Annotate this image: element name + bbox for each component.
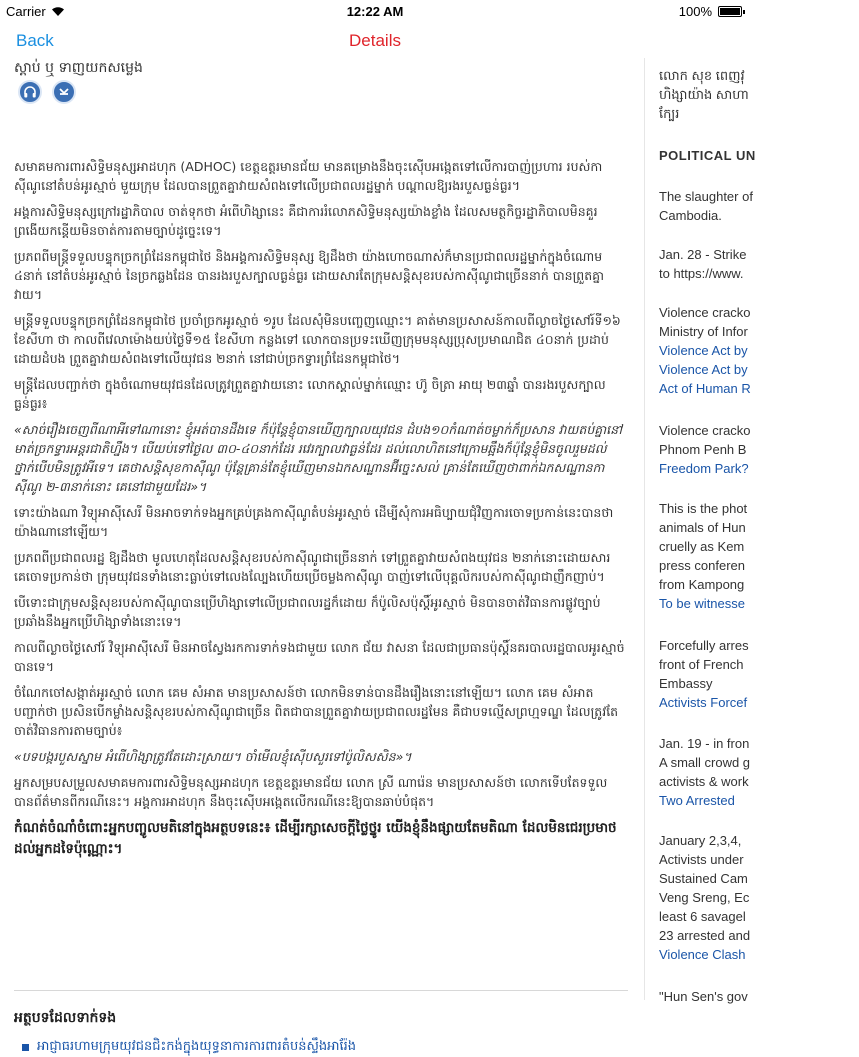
sidebar-text: លោក សុខ ពេញវុ — [659, 68, 745, 83]
sidebar-item[interactable] — [659, 245, 746, 283]
sidebar-text: Ministry of Infor — [659, 324, 748, 339]
sidebar-link[interactable]: Act of Human R — [659, 381, 751, 396]
sidebar-item[interactable] — [659, 987, 748, 1006]
article-paragraph: អង្គការសិទ្ធិមនុស្សក្រៅរដ្ឋាភិបាល ចាត់ទុកថា អំពើហិង្សានេះ គឺជាការរំលោភសិទ្ធិមនុស្សយ៉ាងខ្លាំង ដែលសមត្ថកិច្ចរដ្ឋាភិបាលមិនគួរព្រងើយកន្តើយមិនចាត់ការតាមច្បាប់ដូច្នេះទេ។ — [14, 204, 598, 238]
article-paragraph: ប្រភពពីប្រជាពលរដ្ឋ ឱ្យដឹងថា មូលហេតុដែលសន្តិសុខរបស់កាស៊ីណូជាច្រើននាក់ ទៅព្រួតគ្នាវាយសំពងយុវជន ២នាក់នោះដោយសារគេចោទប្រកាន់ថា ក្រុមយុវជនទាំងនោះធ្លាប់ទៅលេងល្បែងហើយប្រើចម្លងកាស៊ីណូ បាញ់ទៅលើបុគ្គលិករបស់កាស៊ីណូជាញឹកញាប់។ — [14, 550, 611, 584]
sidebar-item[interactable] — [659, 636, 749, 712]
sidebar-link[interactable]: Violence Act by — [659, 343, 748, 358]
sidebar-item[interactable] — [659, 499, 747, 613]
battery-percent: 100% — [678, 4, 712, 19]
sidebar-text: A small crowd g — [659, 755, 751, 770]
article-paragraph: អ្នកសម្របសម្រួលសមាគមការពារសិទ្ធិមនុស្សអាដហុក ខេត្តឧត្តរមានជ័យ លោក ស្រី ណារ៉េន មានប្រសាសន៍ថា លោកទើបតែទទួលបានព័ត៌មានពីករណីនេះ។ អង្គការអាដហុក នឹងចុះស៊ើបអង្កេតលើករណីនេះឱ្យបានឆាប់បំផុត។ — [14, 775, 608, 809]
page-title: Details — [349, 31, 401, 50]
sidebar — [644, 58, 756, 1004]
clock: 12:22 AM — [346, 4, 404, 19]
sidebar-text: front of French — [659, 657, 744, 672]
article-paragraph: មន្ត្រីទទួលបន្ទុកច្រកព្រំដែនកម្ពុជាថៃ ប្រចាំច្រកអូរស្មាច់ ១រូប ដែលសុំមិនបញ្ចេញឈ្មោះ។ គាត់មានប្រសាសន៍កាលពីល្ងាចថ្ងៃសៅរ៍ទី១៦ ខែសីហា ថា កាលពីវេលាម៉ោងយប់ថ្ងៃទី១៥ ខែសីហា កន្លងទៅ លោកបានប្រទះឃើញក្រុមមនុស្សប្រុសប្រមាណជិត ៤០នាក់ ប្រដាប់ដោយដំបង ព្រួតគ្នាវាយសំពងទៅលើយុវជន ២នាក់ នៅជាប់ច្រកទ្វារព្រំដែនកម្ពុជាថៃ។ — [14, 313, 621, 366]
article-quote: «សាច់រឿងចេញពីណាអីទៅណានោះ ខ្ញុំអត់បានដឹងទេ ក៏ប៉ុន្តែខ្ញុំបានឃើញក្បាលយុវជន ដំបង១០កំណាត់ចម្លាក់ក៏ប្រសាន វាយតប់គ្នានៅមាត់ច្រកទ្វារអន្តរជាតិហ្នឹង។ បើយប់ទៅថ្ងៃល ៣០-៤០នាក់ដែរ រវេរក្បាលវាធ្ងន់ដែរ ដល់លោហិតនៅក្រោមឆ្អឹងក៏ប៉ុន្តែខ្ញុំមិនចូលរួមដល់ថ្នាក់បើបមិនត្រូវអីទេ។ គេថាសន្តិសុខកាស៊ីណូ ប៉ុន្តែគ្រាន់តែខ្ញុំឃើញមានឯកសណ្ឋានអ៊ីច្នេះសល់ គ្រាន់តែឃើញថាពាក់ឯកសណ្ឋានកាស៊ីណូ ២-៣នាក់នោះ គេនៅជាមួយដែរ»។ — [14, 422, 623, 494]
article-paragraph: ទោះយ៉ាងណា វិទ្យុអាស៊ីសេរី មិនអាចទាក់ទងអ្នកគ្រប់គ្រងកាស៊ីណូតំបន់អូរស្មាច់ ដើម្បីសុំការអធិប្បាយជុំវិញការចោទប្រកាន់នេះបានថាយ៉ាងណានៅឡើយ។ — [14, 505, 614, 539]
sidebar-item[interactable] — [659, 831, 750, 964]
sidebar-text: Cambodia. — [659, 208, 722, 223]
sidebar-text: ក្បែរ — [659, 106, 680, 121]
sidebar-text: Jan. 28 - Strike — [659, 247, 747, 262]
sidebar-text: animals of Hun — [659, 520, 746, 535]
sidebar-link[interactable]: Freedom Park? — [659, 461, 749, 476]
sidebar-text: 23 arrested and — [659, 928, 751, 943]
sidebar-item[interactable] — [659, 303, 751, 398]
sidebar-text: Veng Sreng, Ec — [659, 890, 750, 905]
sidebar-intro — [659, 66, 749, 123]
article-paragraph: កាលពីល្ងាចថ្ងៃសៅរ៍ វិទ្យុអាស៊ីសេរី មិនអាចស្វែងរកការទាក់ទងជាមួយ លោក ជ័យ វាសនា ដែលជាប្រធានប៉ុស្តិ៍នគរបាលរដ្ឋបាលអូរស្មាច់ បានទេ។ — [14, 640, 625, 674]
sidebar-link[interactable]: To be witnesse — [659, 596, 745, 611]
sidebar-link[interactable]: Violence Act by — [659, 362, 748, 377]
download-icon[interactable] — [52, 80, 76, 104]
carrier-label: Carrier — [6, 4, 46, 19]
back-button[interactable]: Back — [16, 31, 54, 50]
sidebar-text: Embassy — [659, 676, 713, 691]
comment-notice: កំណត់ចំណាំចំពោះអ្នកបញ្ចូលមតិនៅក្នុងអត្ថបទនេះ៖ ដើម្បីរក្សាសេចក្ដីថ្លៃថ្នូរ យើងខ្ញុំនឹងផ្សាយតែមតិណា ដែលមិនជេរប្រមាថដល់អ្នកដទៃប៉ុណ្ណោះ។ — [14, 820, 617, 857]
status-bar — [0, 0, 750, 22]
sidebar-text: ហិង្សាយ៉ាង សាហា — [659, 87, 749, 102]
article-quote: «បទបង្ករបួសស្នាម អំពើហិង្សាត្រូវតែដោះស្រាយ។ ចាំមើលខ្ញុំស៊ើបសួរទៅប៉ូលិសសិន»។ — [14, 749, 412, 764]
sidebar-link[interactable]: Activists Forcef — [659, 695, 748, 710]
sidebar-link[interactable]: Two Arrested — [659, 793, 735, 808]
sidebar-text: Violence cracko — [659, 423, 751, 438]
sidebar-text: press conferen — [659, 558, 745, 573]
article-panel — [0, 58, 640, 1054]
sidebar-heading: POLITICAL UN — [659, 148, 756, 163]
article-paragraph: ប្រភពពីមន្ត្រីទទួលបន្ទុកច្រកព្រំដែនកម្ពុជាថៃ និងអង្គការសិទ្ធិមនុស្ស ឱ្យដឹងថា យ៉ាងហោចណាស់ក៏មានប្រជាពលរដ្ឋម្នាក់ក្នុងចំណោម ៤នាក់ នៅតំបន់អូរស្មាច់ នៃច្រកឆ្លងដែន បានរងរបួសក្បាលធ្ងន់ធ្ងរ ដោយសារតែក្រុមសន្តិសុខរបស់កាស៊ីណូជាច្រើននាក់ បានព្រួតគ្នាវាយ។ — [14, 249, 605, 302]
sidebar-text: Sustained Cam — [659, 871, 748, 886]
sidebar-item[interactable] — [659, 421, 751, 478]
sidebar-item[interactable] — [659, 734, 750, 810]
sidebar-text: January 2,3,4, — [659, 833, 742, 848]
sidebar-text: Jan. 19 - in fron — [659, 736, 750, 751]
sidebar-text: to https://www. — [659, 266, 744, 281]
sidebar-text: from Kampong — [659, 577, 745, 592]
sidebar-text: Violence cracko — [659, 305, 751, 320]
related-article-link[interactable] — [22, 1038, 356, 1057]
sidebar-text: Activists under — [659, 852, 744, 867]
headphones-icon[interactable] — [18, 80, 42, 104]
related-articles-heading: អត្ថបទដែលទាក់ទង — [14, 1010, 117, 1026]
sidebar-text: "Hun Sen's gov — [659, 989, 748, 1004]
article-paragraph: សមាគមការពារសិទ្ធិមនុស្សអាដហុក (ADHOC) ខេត្តឧត្តរមានជ័យ មានគម្រោងនឹងចុះស៊ើបអង្កេតទៅលើការបាញ់ប្រហារ របស់កាស៊ីណូនៅតំបន់អូរស្មាច់ មួយក្រុម ដែលបានព្រួតគ្នាវាយសំពងទៅលើប្រជាពលរដ្ឋម្នាក់ បណ្ដាលឱ្យរងរបួសធ្ងន់ធ្ងរ។ — [14, 159, 603, 193]
bullet-icon — [22, 1044, 29, 1051]
section-divider — [14, 990, 628, 991]
sidebar-text: Forcefully arres — [659, 638, 749, 653]
audio-controls — [18, 80, 76, 104]
article-paragraph: បើទោះជាក្រុមសន្តិសុខរបស់កាស៊ីណូបានប្រើហិង្សាទៅលើប្រជាពលរដ្ឋក៏ដោយ ក៏ប៉ូលិសប៉ុស្តិ៍អូរស្មាច់ មិនបានចាត់វិធានការផ្លូវច្បាប់ ប្រឆាំងនឹងអ្នកប្រើហិង្សាទាំងនោះទេ។ — [14, 595, 601, 629]
sidebar-text: This is the phot — [659, 501, 748, 516]
sidebar-text: cruelly as Kem — [659, 539, 745, 554]
related-article-title: អាជ្ញាធរហាមក្រុមយុវជនជិះកង់ក្នុងយុទ្ធនាការការពារតំបន់ស្ទឹងអារ៉ែង — [37, 1039, 357, 1054]
article-paragraph: ចំណែកចៅសង្កាត់អូរស្មាច់ លោក គេម សំអាត មានប្រសាសន៍ថា លោកមិនទាន់បានដឹងរឿងនោះនៅឡើយ។ លោក គេម សំអាត បញ្ជាក់ថា ប្រសិនបើកម្លាំងសន្តិសុខរបស់កាស៊ីណូជាច្រើន ពិតជាបានព្រួតគ្នាវាយប្រជាពលរដ្ឋមែន គឺជាបទល្មើសព្រហ្មទណ្ឌ ដែលត្រូវតែចាត់វិធានការតាមច្បាប់៖ — [14, 685, 619, 738]
listen-download-label: ស្ដាប់ ឬ ទាញយកសម្លេង — [14, 60, 143, 76]
sidebar-link[interactable]: Violence Clash — [659, 947, 746, 962]
battery-indicator — [679, 4, 742, 19]
sidebar-text: activists & work — [659, 774, 749, 789]
sidebar-text: least 6 savagel — [659, 909, 746, 924]
sidebar-item[interactable] — [659, 187, 753, 225]
sidebar-text: Phnom Penh B — [659, 442, 747, 457]
article-body — [14, 157, 626, 867]
battery-icon — [718, 6, 742, 17]
article-paragraph: មន្ត្រីដែលបញ្ជាក់ថា ក្នុងចំណោមយុវជនដែលត្រូវព្រួតគ្នាវាយនោះ លោកស្គាល់ម្នាក់ឈ្មោះ ហ៊ូ ចិត្រា អាយុ ២៣ឆ្នាំ បានរងរបួសក្បាលធ្ងន់ធ្ងរ៖ — [14, 377, 606, 411]
sidebar-text: The slaughter of — [659, 189, 753, 204]
